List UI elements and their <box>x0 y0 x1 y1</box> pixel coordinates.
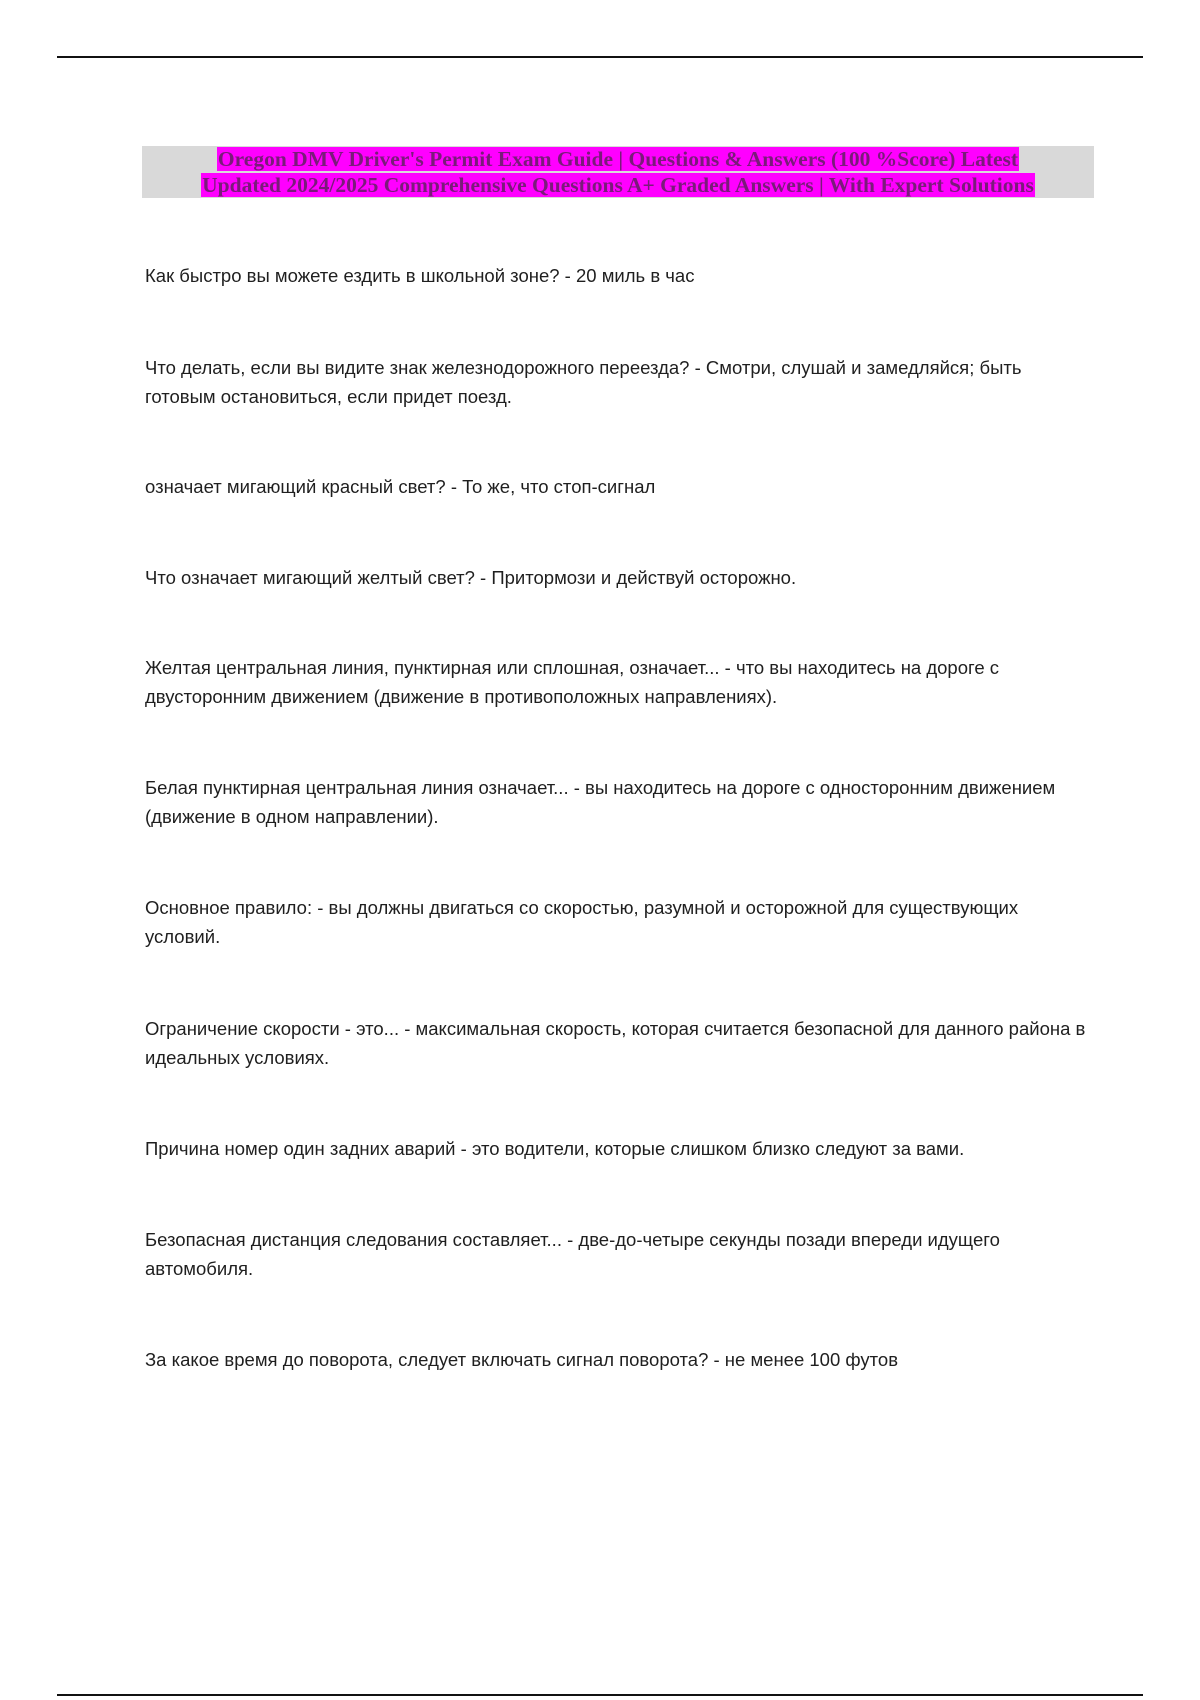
qa-item: Причина номер один задних аварий - это водители, которые слишком близко следуют за вами. <box>145 1138 965 1159</box>
qa-item: Желтая центральная линия, пунктирная или сплошная, означает... - что вы находитесь на дороге с двусторонним движением (движение в противоположных направлениях). <box>145 657 1000 707</box>
qa-item: Что означает мигающий желтый свет? - Притормози и действуй осторожно. <box>145 567 797 588</box>
footer-rule <box>57 1694 1143 1696</box>
qa-item: означает мигающий красный свет? - То же, что стоп-сигнал <box>145 476 656 497</box>
header-rule <box>57 56 1143 58</box>
qa-item: За какое время до поворота, следует включать сигнал поворота? - не менее 100 футов <box>145 1349 899 1370</box>
qa-item: Белая пунктирная центральная линия означает... - вы находитесь на дороге с односторонним движением (движение в одном направлении). <box>145 777 1056 827</box>
qa-item: Безопасная дистанция следования составляет... - две-до-четыре секунды позади впереди идущего автомобиля. <box>145 1229 1000 1279</box>
title-line-1: Oregon DMV Driver's Permit Exam Guide | Questions & Answers (100 %Score) Latest <box>217 147 1019 171</box>
qa-item: Основное правило: - вы должны двигаться со скоростью, разумной и осторожной для существующих условий. <box>145 897 1019 947</box>
title-line-2: Updated 2024/2025 Comprehensive Questions A+ Graded Answers | With Expert Solutions <box>202 173 1034 197</box>
qa-item: Что делать, если вы видите знак железнодорожного переезда? - Смотри, слушай и замедляйся; быть готовым остановиться, если придет поезд. <box>145 357 1022 407</box>
qa-item: Ограничение скорости - это... - максимальная скорость, которая считается безопасной для данного района в идеальных условиях. <box>145 1018 1086 1068</box>
document-title <box>142 146 1094 198</box>
qa-item: Как быстро вы можете ездить в школьной зоне? - 20 миль в час <box>145 265 695 286</box>
